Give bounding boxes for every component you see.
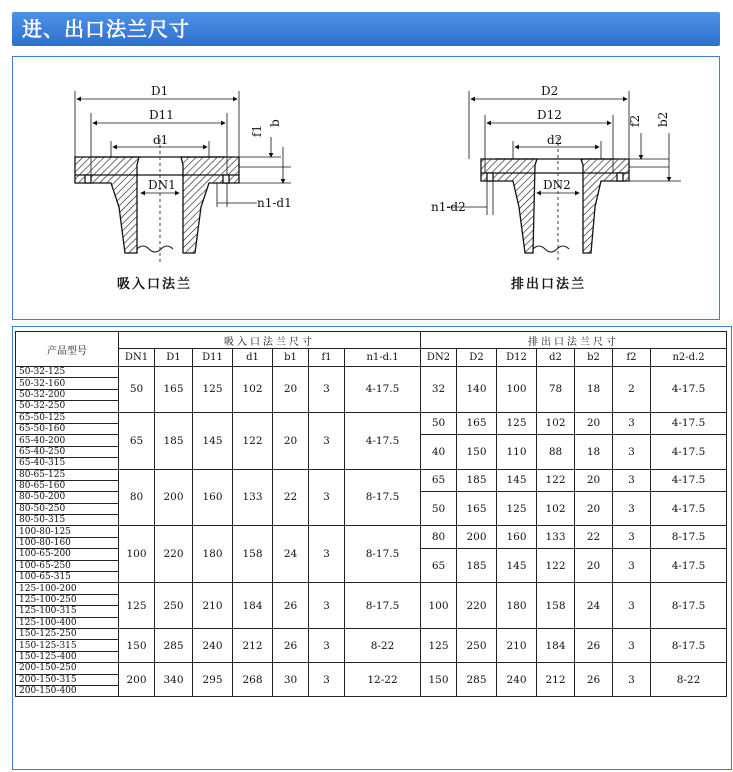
model-cell: 65-40-200 <box>16 435 119 446</box>
discharge-value-cell: 3 <box>613 526 651 549</box>
suction-value-cell: 22 <box>273 469 309 526</box>
suction-value-cell: 165 <box>155 367 193 413</box>
section-banner <box>12 12 720 46</box>
discharge-value-cell: 122 <box>537 469 575 492</box>
model-cell: 125-100-315 <box>16 606 119 617</box>
suction-flange-caption: 吸入口法兰 <box>117 277 193 292</box>
suction-column-header: n1-d.1 <box>345 349 421 367</box>
discharge-value-cell: 125 <box>497 492 537 526</box>
discharge-value-cell: 220 <box>457 583 497 629</box>
suction-value-cell: 30 <box>273 663 309 697</box>
suction-value-cell: 240 <box>193 628 233 662</box>
discharge-value-cell: 18 <box>575 435 613 469</box>
suction-value-cell: 3 <box>309 469 345 526</box>
discharge-value-cell: 145 <box>497 549 537 583</box>
discharge-flange-drawing <box>447 91 681 262</box>
discharge-value-cell: 185 <box>457 549 497 583</box>
discharge-value-cell: 50 <box>421 492 457 526</box>
discharge-value-cell: 8-22 <box>651 663 727 697</box>
discharge-group-header: 排出口法兰尺寸 <box>421 332 727 349</box>
suction-d11-label: D11 <box>149 108 174 122</box>
discharge-value-cell: 100 <box>497 367 537 413</box>
suction-value-cell: 8-17.5 <box>345 526 421 583</box>
suction-value-cell: 185 <box>155 412 193 469</box>
suction-value-cell: 340 <box>155 663 193 697</box>
suction-value-cell: 285 <box>155 628 193 662</box>
suction-column-header: DN1 <box>119 349 155 367</box>
model-cell: 50-32-125 <box>16 367 119 378</box>
discharge-value-cell: 185 <box>457 469 497 492</box>
suction-value-cell: 3 <box>309 663 345 697</box>
discharge-d2-outer-label: D2 <box>541 84 559 98</box>
discharge-value-cell: 102 <box>537 412 575 435</box>
model-header: 产品型号 <box>16 332 119 367</box>
discharge-value-cell: 26 <box>575 628 613 662</box>
model-cell: 65-50-125 <box>16 412 119 423</box>
table-row <box>16 526 727 537</box>
model-cell: 125-100-250 <box>16 594 119 605</box>
model-cell: 100-80-125 <box>16 526 119 537</box>
model-cell: 200-150-400 <box>16 685 119 696</box>
suction-flange-drawing <box>75 91 291 262</box>
discharge-value-cell: 2 <box>613 367 651 413</box>
discharge-column-header: b2 <box>575 349 613 367</box>
discharge-value-cell: 65 <box>421 549 457 583</box>
discharge-f-label: f2 <box>628 114 642 127</box>
discharge-value-cell: 8-17.5 <box>651 628 727 662</box>
model-cell: 100-65-200 <box>16 549 119 560</box>
suction-value-cell: 125 <box>193 367 233 413</box>
section-title: 进、出口法兰尺寸 <box>22 17 190 41</box>
discharge-column-header: D12 <box>497 349 537 367</box>
model-cell: 80-50-315 <box>16 515 119 526</box>
discharge-dn-label: DN2 <box>543 178 571 192</box>
suction-dn-label: DN1 <box>148 178 176 192</box>
model-cell: 100-80-160 <box>16 537 119 548</box>
suction-value-cell: 24 <box>273 526 309 583</box>
suction-value-cell: 122 <box>233 412 273 469</box>
discharge-column-header: f2 <box>613 349 651 367</box>
model-cell: 65-40-315 <box>16 458 119 469</box>
discharge-value-cell: 100 <box>421 583 457 629</box>
discharge-value-cell: 4-17.5 <box>651 367 727 413</box>
discharge-value-cell: 158 <box>537 583 575 629</box>
discharge-value-cell: 22 <box>575 526 613 549</box>
suction-value-cell: 212 <box>233 628 273 662</box>
suction-value-cell: 125 <box>119 583 155 629</box>
discharge-value-cell: 65 <box>421 469 457 492</box>
discharge-value-cell: 32 <box>421 367 457 413</box>
model-cell: 150-125-250 <box>16 628 119 639</box>
discharge-value-cell: 3 <box>613 583 651 629</box>
suction-value-cell: 8-17.5 <box>345 583 421 629</box>
discharge-value-cell: 24 <box>575 583 613 629</box>
discharge-value-cell: 18 <box>575 367 613 413</box>
discharge-value-cell: 145 <box>497 469 537 492</box>
model-cell: 80-65-160 <box>16 480 119 491</box>
suction-value-cell: 200 <box>119 663 155 697</box>
discharge-value-cell: 102 <box>537 492 575 526</box>
discharge-value-cell: 4-17.5 <box>651 412 727 435</box>
suction-value-cell: 100 <box>119 526 155 583</box>
suction-f-label: f1 <box>250 124 264 137</box>
discharge-value-cell: 3 <box>613 469 651 492</box>
suction-column-header: d1 <box>233 349 273 367</box>
suction-value-cell: 160 <box>193 469 233 526</box>
suction-value-cell: 145 <box>193 412 233 469</box>
suction-value-cell: 180 <box>193 526 233 583</box>
table-row <box>16 663 727 674</box>
suction-column-header: D1 <box>155 349 193 367</box>
discharge-column-header: D2 <box>457 349 497 367</box>
discharge-value-cell: 110 <box>497 435 537 469</box>
discharge-value-cell: 8-17.5 <box>651 526 727 549</box>
discharge-value-cell: 125 <box>421 628 457 662</box>
suction-value-cell: 220 <box>155 526 193 583</box>
suction-value-cell: 8-17.5 <box>345 469 421 526</box>
model-cell: 200-150-250 <box>16 663 119 674</box>
discharge-value-cell: 240 <box>497 663 537 697</box>
suction-group-header: 吸入口法兰尺寸 <box>119 332 421 349</box>
discharge-value-cell: 20 <box>575 412 613 435</box>
column-header-row <box>16 349 727 367</box>
discharge-value-cell: 3 <box>613 628 651 662</box>
suction-value-cell: 8-22 <box>345 628 421 662</box>
model-cell: 200-150-315 <box>16 674 119 685</box>
discharge-value-cell: 4-17.5 <box>651 549 727 583</box>
discharge-column-header: DN2 <box>421 349 457 367</box>
model-cell: 80-50-250 <box>16 503 119 514</box>
model-cell: 50-32-250 <box>16 401 119 412</box>
discharge-value-cell: 40 <box>421 435 457 469</box>
suction-value-cell: 3 <box>309 412 345 469</box>
discharge-value-cell: 8-17.5 <box>651 583 727 629</box>
suction-value-cell: 3 <box>309 628 345 662</box>
suction-value-cell: 250 <box>155 583 193 629</box>
suction-value-cell: 26 <box>273 628 309 662</box>
discharge-value-cell: 20 <box>575 469 613 492</box>
discharge-value-cell: 212 <box>537 663 575 697</box>
discharge-value-cell: 150 <box>457 435 497 469</box>
discharge-value-cell: 4-17.5 <box>651 492 727 526</box>
discharge-value-cell: 88 <box>537 435 575 469</box>
suction-value-cell: 210 <box>193 583 233 629</box>
flange-diagram-panel <box>12 56 720 320</box>
discharge-value-cell: 80 <box>421 526 457 549</box>
discharge-value-cell: 78 <box>537 367 575 413</box>
table-row <box>16 469 727 480</box>
model-cell: 100-65-250 <box>16 560 119 571</box>
discharge-value-cell: 200 <box>457 526 497 549</box>
suction-value-cell: 3 <box>309 367 345 413</box>
suction-value-cell: 184 <box>233 583 273 629</box>
discharge-value-cell: 210 <box>497 628 537 662</box>
flange-dimensions-panel <box>12 326 732 770</box>
suction-value-cell: 295 <box>193 663 233 697</box>
discharge-value-cell: 180 <box>497 583 537 629</box>
suction-value-cell: 133 <box>233 469 273 526</box>
discharge-value-cell: 20 <box>575 549 613 583</box>
discharge-holes-label: n1-d2 <box>431 200 466 214</box>
model-cell: 150-125-400 <box>16 651 119 662</box>
discharge-value-cell: 20 <box>575 492 613 526</box>
discharge-value-cell: 285 <box>457 663 497 697</box>
suction-value-cell: 200 <box>155 469 193 526</box>
discharge-value-cell: 3 <box>613 663 651 697</box>
model-cell: 80-65-125 <box>16 469 119 480</box>
suction-value-cell: 20 <box>273 412 309 469</box>
suction-column-header: b1 <box>273 349 309 367</box>
suction-b-label: b <box>268 119 282 127</box>
table-row <box>16 412 727 423</box>
suction-value-cell: 4-17.5 <box>345 412 421 469</box>
discharge-value-cell: 122 <box>537 549 575 583</box>
model-cell: 50-32-200 <box>16 389 119 400</box>
discharge-flange-caption: 排出口法兰 <box>511 277 587 292</box>
discharge-value-cell: 165 <box>457 492 497 526</box>
model-cell: 150-125-315 <box>16 640 119 651</box>
model-cell: 65-40-250 <box>16 446 119 457</box>
suction-value-cell: 158 <box>233 526 273 583</box>
suction-column-header: f1 <box>309 349 345 367</box>
table-row <box>16 367 727 378</box>
suction-value-cell: 80 <box>119 469 155 526</box>
discharge-d2-face-label: d2 <box>547 133 563 147</box>
discharge-value-cell: 160 <box>497 526 537 549</box>
discharge-b-label: b2 <box>656 111 670 127</box>
model-cell: 125-100-200 <box>16 583 119 594</box>
suction-value-cell: 12-22 <box>345 663 421 697</box>
suction-holes-label: n1-d1 <box>257 196 292 210</box>
model-cell: 65-50-160 <box>16 423 119 434</box>
suction-value-cell: 3 <box>309 583 345 629</box>
discharge-value-cell: 3 <box>613 412 651 435</box>
model-cell: 80-50-200 <box>16 492 119 503</box>
discharge-value-cell: 50 <box>421 412 457 435</box>
discharge-value-cell: 150 <box>421 663 457 697</box>
discharge-column-header: n2-d.2 <box>651 349 727 367</box>
discharge-value-cell: 4-17.5 <box>651 435 727 469</box>
suction-value-cell: 50 <box>119 367 155 413</box>
suction-value-cell: 4-17.5 <box>345 367 421 413</box>
suction-value-cell: 150 <box>119 628 155 662</box>
discharge-value-cell: 4-17.5 <box>651 469 727 492</box>
discharge-value-cell: 26 <box>575 663 613 697</box>
discharge-value-cell: 250 <box>457 628 497 662</box>
suction-value-cell: 65 <box>119 412 155 469</box>
suction-d1-outer-label: D1 <box>151 84 169 98</box>
suction-value-cell: 3 <box>309 526 345 583</box>
model-cell: 50-32-160 <box>16 378 119 389</box>
model-cell: 100-65-315 <box>16 572 119 583</box>
discharge-column-header: d2 <box>537 349 575 367</box>
table-row <box>16 583 727 594</box>
model-cell: 125-100-400 <box>16 617 119 628</box>
suction-column-header: D11 <box>193 349 233 367</box>
discharge-value-cell: 125 <box>497 412 537 435</box>
discharge-d12-label: D12 <box>537 108 562 122</box>
flange-dimensions-table <box>15 331 727 697</box>
discharge-value-cell: 140 <box>457 367 497 413</box>
discharge-value-cell: 184 <box>537 628 575 662</box>
suction-value-cell: 268 <box>233 663 273 697</box>
suction-value-cell: 102 <box>233 367 273 413</box>
discharge-value-cell: 3 <box>613 435 651 469</box>
suction-value-cell: 20 <box>273 367 309 413</box>
discharge-value-cell: 3 <box>613 492 651 526</box>
table-row <box>16 628 727 639</box>
discharge-value-cell: 165 <box>457 412 497 435</box>
discharge-value-cell: 3 <box>613 549 651 583</box>
discharge-value-cell: 133 <box>537 526 575 549</box>
suction-d1-face-label: d1 <box>153 133 169 147</box>
suction-value-cell: 26 <box>273 583 309 629</box>
